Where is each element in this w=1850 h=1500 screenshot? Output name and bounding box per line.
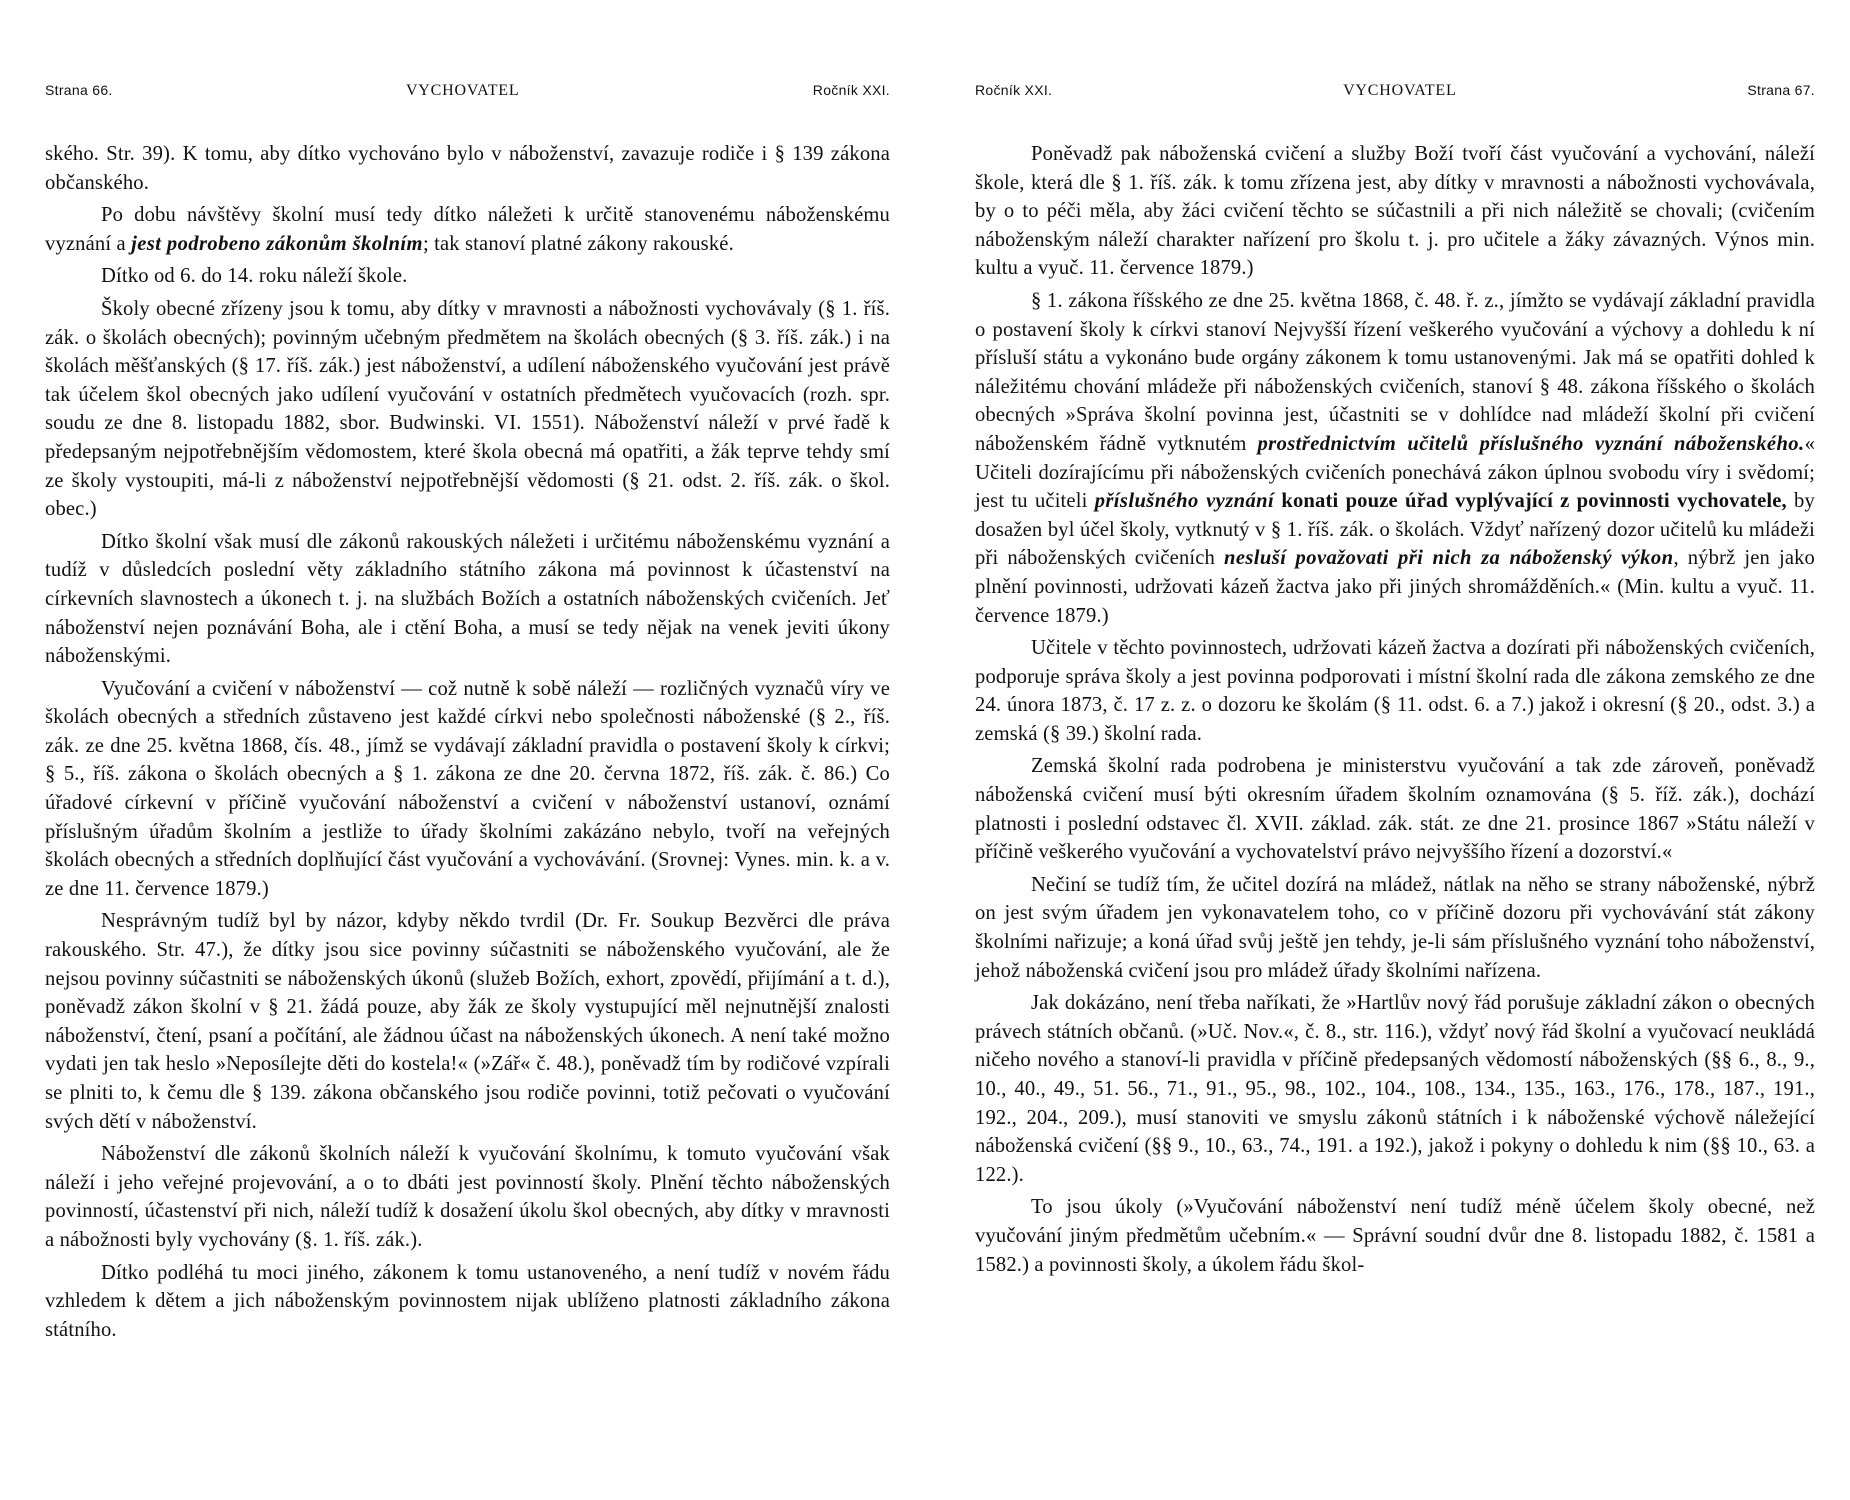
emphasized-text: nesluší považovati při nich za náboženský výkon — [1224, 547, 1674, 570]
paragraph — [45, 262, 890, 291]
right-page-body — [975, 140, 1815, 1279]
page-number: Strana 67. — [1747, 82, 1815, 98]
text-run: ; tak stanoví platné zákony rakouské. — [422, 232, 734, 255]
text-run: Po dobu návštěvy školní musí tedy dítko náležeti k určitě stanovenému náboženskému vyznání a — [45, 204, 890, 255]
text-run: § 1. zákona říšského ze dne 25. května 1868, č. 48. ř. z., jímžto se vydávají základní pravidla o postavení školy k církvi stanoví Nejvyšší řízení veškerého vyučování a výchovy a dohledu k ní přísluší státu a vykonáno bude orgány zákonem k tomu ustanovenými. Jak má se opatřiti dohled k náležitému chování mládeže při náboženských cvičeních, stanoví § 48. zákona říšského o školách obecných »Správa školní povinna jest, účastniti se v dohlídce nad mládeží školní při cvičení náboženském řádně vytknutém — [975, 289, 1815, 455]
running-head-right — [975, 82, 1815, 100]
text-run: Nečiní se tudíž tím, že učitel dozírá na mládež, nátlak na něho se strany náboženské, nýbrž on jest svým úřadem jen vykonavatelem toho, co v příčině dozoru při vychovávání stát zákony školními nařizuje; a koná úřad svůj ještě jen tehdy, je-li sám příslušného vyznání toho náboženství, jehož náboženská cvičení jsou pro mládež úřady školními nařízena. — [975, 873, 1815, 982]
volume-label: Ročník XXI. — [975, 82, 1053, 98]
volume-label: Ročník XXI. — [812, 82, 890, 98]
text-run: « Učiteli dozírajícímu při náboženských cvičeních ponechává zákon úplnou svobodu víry i svědomí; jest tu učiteli — [975, 432, 1816, 513]
paragraph — [975, 287, 1815, 630]
text-run: Učitele v těchto povinnostech, udržovati kázeň žactva a dozírati při náboženských cvičeních, podporuje správa školy a jest povinna podporovati i místní školní rada dle zákona zemského ze dne 24. února 1873, č. 17 z. z. o dozoru ke školám (§ 11. odst. 6. a 7.) jakož i okresní (§ 20., odst. 3.) a zemská (§ 39.) školní rada. — [975, 637, 1815, 745]
running-head-left — [45, 82, 890, 100]
paragraph — [45, 295, 890, 524]
right-page — [925, 0, 1850, 1500]
paragraph — [45, 201, 890, 258]
text-run: Zemská školní rada podrobena je ministerstvu vyučování a tak zde zároveň, poněvadž náboženská cvičení musí býti okresním úřadem školním oznamována (§ 5. říž. zák.), dochází platnosti i poslední odstavec čl. XVII. základ. zák. stát. ze dne 21. prosince 1867 »Státu náleží v příčině veškerého vyučování a vychovatelství právo nejvyššího řízení a dozorství.« — [975, 755, 1815, 864]
paragraph — [975, 140, 1815, 283]
journal-title: VYCHOVATEL — [1343, 82, 1457, 99]
paragraph — [975, 871, 1815, 985]
paragraph — [45, 907, 890, 1136]
page-number: Strana 66. — [45, 82, 113, 98]
text-run: Jak dokázáno, není třeba naříkati, že »Hartlův nový řád porušuje základní zákon o obecných právech státních občanů. (»Uč. Nov.«, č. 8., str. 116.), vždyť nový řád školní a vyučovací neukládá ničeho nového a stanoví-li pravidla v příčině předepsaných vědomostí náboženských (§§ 6., 8., 9., 10., 40., 49., 51. 56., 71., 91., 95., 98., 102., 104., 108., 134., 135., 163., 176., 178., 187., 191., 192., 204., 209.), musí stanoviti ve smyslu zákonů státních i k náboženské výchově náležející náboženská cvičení (§§ 9., 10., 63., 74., 191. a 192.), jakož i pokyny o dohledu k nim (§§ 10., 63. a 122.). — [975, 992, 1815, 1186]
text-run: Dítko školní však musí dle zákonů rakouských náležeti i určitému náboženskému vyznání a tudíž v důsledcích poslední věty základního státního zákona má povinnost k účastenství na církevních slavnostech a úkonech t. j. na službách Božích a ostatních náboženských cvičeních. Jeť náboženství nejen poznávání Boha, ale i ctění Boha, a musí se tedy nějak na venek jeviti úkony náboženskými. — [45, 530, 890, 668]
text-run: Dítko od 6. do 14. roku náleží škole. — [101, 265, 408, 288]
emphasized-text: jest podrobeno zákonům školním — [131, 232, 423, 255]
paragraph — [45, 675, 890, 904]
text-run: , nýbrž jen jako plnění povinnosti, udržovati kázeň žactva jako při jiných shromážděních.« (Min. kultu a vyuč. 11. července 1879.) — [975, 547, 1816, 627]
paragraph — [975, 989, 1815, 1189]
left-page-body — [45, 140, 890, 1344]
text-run: Poněvadž pak náboženská cvičení a služby Boží tvoří část vyučování a vychování, náleží škole, která dle § 1. říš. zák. k tomu zřízena jest, aby dítky v mravnosti a nábožnosti vychovávala, by o to péči měla, aby žáci cvičení těchto se súčastnili a při nich náležitě se chovali; (cvičením náboženským náleží charakter nařízení pro školu t. j. pro učitele a žáky závazných. Výnos min. kultu a vyuč. 11. července 1879.) — [975, 143, 1815, 280]
paragraph — [975, 1193, 1815, 1279]
text-run: by dosažen byl účel školy, vytknutý v § 1. říš. zák. o školách. Vždyť nařízený dozor učitelů ku mládeži při náboženských cvičeních — [975, 490, 1815, 570]
emphasized-text: prostřednictvím učitelů příslušného vyznání náboženského. — [1257, 432, 1805, 455]
paragraph — [45, 140, 890, 197]
paragraph — [45, 1259, 890, 1345]
paragraph — [975, 634, 1815, 748]
text-run: Dítko podléhá tu moci jiného, zákonem k tomu ustanoveného, a není tudíž v novém řádu vzhledem k dětem a jich náboženským povinnostem nijak ublíženo platnosti základního zákona státního. — [45, 1261, 890, 1341]
journal-title: VYCHOVATEL — [405, 82, 520, 99]
emphasized-text: příslušného vyznání — [1094, 490, 1275, 513]
text-run: To jsou úkoly (»Vyučování náboženství není tudíž méně účelem školy obecné, než vyučování jiným předmětům učebním.« — Správní soudní dvůr dne 8. listopadu 1882, č. 1581 a 1582.) a povinnosti školy, a úkolem řádu škol- — [975, 1196, 1815, 1276]
text-run: Vyučování a cvičení v náboženství — což nutně k sobě náleží — rozličných vyznačů víry ve školách obecných a středních zůstaveno jest každé církvi nebo společnosti náboženské (§ 2., říš. zák. ze dne 25. května 1868, čís. 48., jímž se vydávají základní pravidla o postavení školy k církvi; § 5., říš. zákona o školách obecných a § 1. zákona ze dne 20. června 1872, říš. zák. č. 86.) Co úřadové církevní v příčině vyučování náboženství a cvičení v náboženství ustanoví, oznámí příslušným úřadům školním a jestliže to úřady školními zakázáno nebylo, tvoří na veřejných školách obecných a středních doplňující část vyučování a vychovávání. (Srovnej: Vynes. min. k. a v. ze dne 11. července 1879.) — [45, 677, 890, 900]
text-run: Náboženství dle zákonů školních náleží k vyučování školnímu, k tomuto vyučování však náleží i jeho veřejné projevování, a o to dbáti jest povinností školy. Plnění těchto náboženských povinností, účastenství při nich, náleží tudíž k dosažení úkolu škol obecných, aby dítky v mravnosti a nábožnosti byly vychovány (§. 1. říš. zák.). — [45, 1143, 890, 1251]
text-run: ského. Str. 39). K tomu, aby dítko vychováno bylo v náboženství, zavazuje rodiče i § 139 zákona občanského. — [45, 143, 890, 194]
text-run: Školy obecné zřízeny jsou k tomu, aby dítky v mravnosti a nábožnosti vychovávaly (§ 1. říš. zák. o školách obecných); povinným učebným předmětem na školách obecných (§ 3. říš. zák.) i na školách měšťanských (§ 17. říš. zák.) jest náboženství, a udílení náboženského vyučování jest právě tak účelem škol obecných jako udílení vyučování v ostatních předmětech vyučovacích (rozh. spr. soudu ze dne 8. listopadu 1882, sbor. Budwinski. VI. 1551). Náboženství náleží v prvé řadě k předepsaným nejpotřebnějším vědomostem, které škola obecná má opatřiti, a žák teprve tehdy smí ze školy vystoupiti, má-li z náboženství nejpotřebnější vědomosti (§ 21. odst. 2. říš. zák. o škol. obec.) — [45, 297, 890, 521]
paragraph — [45, 528, 890, 671]
text-run: Nesprávným tudíž byl by názor, kdyby někdo tvrdil (Dr. Fr. Soukup Bezvěrci dle práva rakouského. Str. 47.), že dítky jsou sice povinny súčastniti se náboženského vyučování, ale že nejsou povinny súčastniti se náboženských úkonů (služeb Božích, exhort, zpovědí, přijímání a t. d.), poněvadž zákon školní v § 21. žádá pouze, aby žák ze školy vystupující měl nejnutnější znalosti náboženství, čtení, psaní a počítání, ale žádnou účast na náboženských úkonech. A není také možno vydati jen tak heslo »Neposílejte děti do kostela!« (»Zář« č. 48.), poněvadž tím by rodičové vzpírali se plniti to, k čemu dle § 139. zákona občanského jsou rodiče povinni, totiž pečovati o vyučování svých dětí v náboženství. — [45, 910, 890, 1133]
paragraph — [975, 752, 1815, 866]
bold-text: konati pouze úřad vyplývající z povinnosti vychovatele, — [1281, 490, 1787, 513]
paragraph — [45, 1140, 890, 1254]
